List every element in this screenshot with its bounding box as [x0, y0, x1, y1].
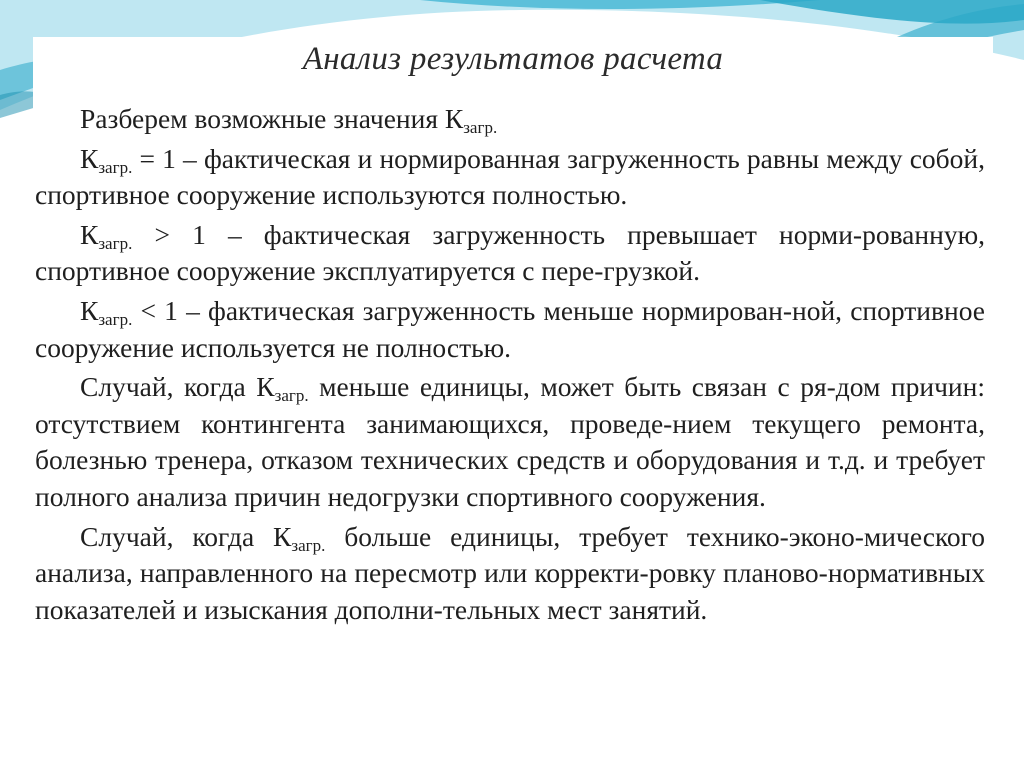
coefficient-symbol: К [256, 371, 275, 403]
paragraph [35, 101, 985, 138]
coefficient-subscript: загр. [98, 233, 133, 253]
coefficient-subscript: загр. [291, 535, 326, 555]
paragraph-text: больше единицы, требует технико-эконо-мического анализа, направленного на пересмотр или корректи-ровку планово-нормативных показателей и изыскания дополни-тельных мест занятий. [35, 520, 985, 625]
coefficient-symbol: К [273, 520, 292, 552]
slide-title: Анализ результатов расчета [302, 41, 724, 77]
slide-content [33, 37, 993, 749]
coefficient-subscript: загр. [274, 386, 309, 406]
paragraph-text: Случай, когда [80, 520, 274, 552]
paragraph [35, 369, 985, 515]
paragraph-text: Случай, когда [80, 371, 257, 403]
paragraph [35, 293, 985, 366]
paragraph [35, 519, 985, 629]
coefficient-subscript: загр. [463, 118, 498, 137]
paragraph-text: Разберем возможные значения [80, 103, 445, 134]
coefficient-subscript: загр. [98, 157, 133, 177]
slide-body [35, 101, 985, 628]
paragraph [35, 141, 985, 214]
coefficient-symbol: К [444, 103, 464, 134]
coefficient-symbol: К [80, 142, 99, 174]
coefficient-symbol: К [80, 218, 99, 250]
coefficient-subscript: загр. [98, 309, 133, 329]
coefficient-symbol: К [80, 294, 99, 326]
paragraph-text: > 1 – фактическая загруженность превышает норми-рованную, спортивное сооружение эксплуатируется с пере-грузкой. [35, 218, 985, 287]
paragraph-text: < 1 – фактическая загруженность меньше нормирован-ной, спортивное сооружение используется не полностью. [35, 294, 985, 363]
paragraph-text: = 1 – фактическая и нормированная загруженность равны между собой, спортивное сооружение используются полностью. [35, 142, 985, 211]
paragraph [35, 217, 985, 290]
paragraph-text: меньше единицы, может быть связан с ря-дом причин: отсутствием контингента занимающихся, проведе-нием текущего ремонта, болезнью тренера, отказом технических средств и оборудования и т.д. и требует полного анализа причин недогрузки спортивного сооружения. [35, 371, 985, 512]
